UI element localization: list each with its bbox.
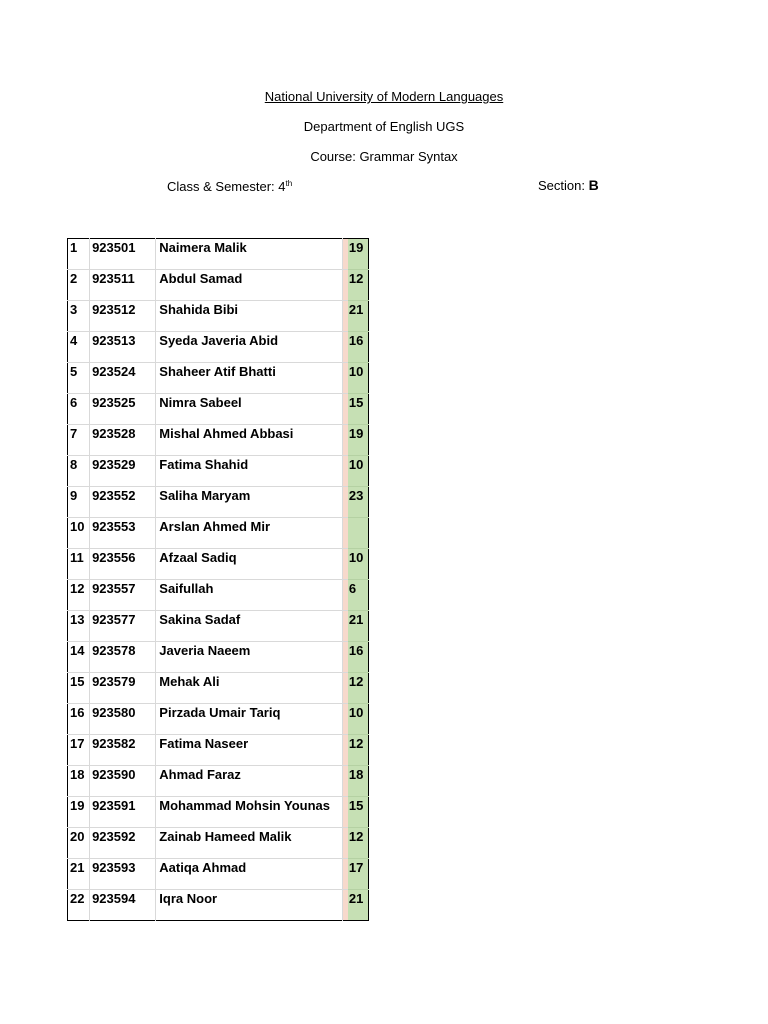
student-score: 12 <box>348 673 369 704</box>
student-id: 923511 <box>90 270 156 301</box>
department-title: Department of English UGS <box>303 119 465 134</box>
student-id: 923592 <box>90 828 156 859</box>
student-number: 18 <box>68 766 90 797</box>
student-number: 11 <box>68 549 90 580</box>
student-id: 923577 <box>90 611 156 642</box>
table-row <box>68 301 369 332</box>
student-name: Shaheer Atif Bhatti <box>156 363 343 394</box>
student-number: 1 <box>68 239 90 270</box>
student-name: Javeria Naeem <box>156 642 343 673</box>
student-id: 923513 <box>90 332 156 363</box>
student-id: 923525 <box>90 394 156 425</box>
student-score: 21 <box>348 301 369 332</box>
student-score: 15 <box>348 394 369 425</box>
student-number: 19 <box>68 797 90 828</box>
student-id: 923594 <box>90 890 156 921</box>
student-number: 8 <box>68 456 90 487</box>
student-score: 19 <box>348 425 369 456</box>
student-name: Saifullah <box>156 580 343 611</box>
table-row <box>68 332 369 363</box>
student-score: 10 <box>348 704 369 735</box>
student-score: 10 <box>348 549 369 580</box>
student-id: 923582 <box>90 735 156 766</box>
table-row <box>68 239 369 270</box>
student-number: 4 <box>68 332 90 363</box>
student-score: 15 <box>348 797 369 828</box>
student-name: Arslan Ahmed Mir <box>156 518 343 549</box>
student-id: 923591 <box>90 797 156 828</box>
student-score: 21 <box>348 611 369 642</box>
table-row <box>68 518 369 549</box>
student-score <box>348 518 369 549</box>
student-name: Aatiqa Ahmad <box>156 859 343 890</box>
student-id: 923528 <box>90 425 156 456</box>
student-score: 6 <box>348 580 369 611</box>
table-row <box>68 487 369 518</box>
table-row <box>68 828 369 859</box>
student-id: 923556 <box>90 549 156 580</box>
student-name: Mohammad Mohsin Younas <box>156 797 343 828</box>
table-row <box>68 797 369 828</box>
student-name: Abdul Samad <box>156 270 343 301</box>
student-number: 16 <box>68 704 90 735</box>
table-row <box>68 673 369 704</box>
class-semester-text: Class & Semester: 4 <box>167 179 286 194</box>
table-row <box>68 456 369 487</box>
student-score: 12 <box>348 270 369 301</box>
student-number: 15 <box>68 673 90 704</box>
student-score: 10 <box>348 363 369 394</box>
section-value: B <box>588 177 599 193</box>
class-semester-suffix: th <box>285 179 293 188</box>
student-score: 17 <box>348 859 369 890</box>
table-row <box>68 859 369 890</box>
student-name: Shahida Bibi <box>156 301 343 332</box>
student-id: 923512 <box>90 301 156 332</box>
student-name: Sakina Sadaf <box>156 611 343 642</box>
student-number: 21 <box>68 859 90 890</box>
table-row <box>68 735 369 766</box>
student-name: Iqra Noor <box>159 891 218 906</box>
student-number: 14 <box>68 642 90 673</box>
table-row <box>68 270 369 301</box>
student-number: 3 <box>68 301 90 332</box>
section-label <box>538 177 599 193</box>
student-number: 7 <box>68 425 90 456</box>
student-number: 6 <box>68 394 90 425</box>
table-row <box>68 580 369 611</box>
student-id: 923579 <box>90 673 156 704</box>
student-score: 10 <box>348 456 369 487</box>
student-id: 923557 <box>90 580 156 611</box>
table-row <box>68 549 369 580</box>
student-id: 923553 <box>90 518 156 549</box>
table-row <box>68 394 369 425</box>
student-name: Saliha Maryam <box>156 487 343 518</box>
table-row <box>68 890 369 921</box>
student-score: 18 <box>348 766 369 797</box>
student-name: Nimra Sabeel <box>156 394 343 425</box>
student-id: 923590 <box>90 766 156 797</box>
student-name: Fatima Shahid <box>156 456 343 487</box>
student-name: Zainab Hameed Malik <box>156 828 343 859</box>
student-score: 23 <box>348 487 369 518</box>
student-id: 923593 <box>90 859 156 890</box>
student-score: 16 <box>348 332 369 363</box>
student-number: 9 <box>68 487 90 518</box>
student-number: 10 <box>68 518 90 549</box>
student-score: 12 <box>348 735 369 766</box>
student-id: 923529 <box>90 456 156 487</box>
university-title: National University of Modern Languages <box>264 89 504 104</box>
student-score: 16 <box>348 642 369 673</box>
table-row <box>68 704 369 735</box>
student-number: 2 <box>68 270 90 301</box>
student-number: 17 <box>68 735 90 766</box>
student-roster-body <box>68 239 369 921</box>
student-name: Afzaal Sadiq <box>156 549 343 580</box>
student-name: Syeda Javeria Abid <box>156 332 343 363</box>
table-row <box>68 642 369 673</box>
student-score: 19 <box>348 239 369 270</box>
student-id: 923578 <box>90 642 156 673</box>
table-row <box>68 363 369 394</box>
table-row <box>68 766 369 797</box>
student-number: 12 <box>68 580 90 611</box>
class-semester-label <box>167 179 292 194</box>
student-id: 923552 <box>90 487 156 518</box>
student-number: 22 <box>68 890 90 921</box>
student-name: Pirzada Umair Tariq <box>156 704 343 735</box>
student-number: 13 <box>68 611 90 642</box>
student-name: Naimera Malik <box>156 239 343 270</box>
student-score: 12 <box>348 828 369 859</box>
student-id: 923501 <box>90 239 156 270</box>
course-title: Course: Grammar Syntax <box>310 149 458 164</box>
student-roster-table <box>67 238 369 921</box>
student-number: 5 <box>68 363 90 394</box>
student-number: 20 <box>68 828 90 859</box>
student-score: 21 <box>348 890 369 921</box>
student-name: Fatima Naseer <box>156 735 343 766</box>
section-label-text: Section: <box>538 178 589 193</box>
student-name: Ahmad Faraz <box>156 766 343 797</box>
student-name: Mehak Ali <box>156 673 343 704</box>
table-row <box>68 611 369 642</box>
student-name: Mishal Ahmed Abbasi <box>156 425 343 456</box>
table-row <box>68 425 369 456</box>
student-id: 923524 <box>90 363 156 394</box>
student-id: 923580 <box>90 704 156 735</box>
